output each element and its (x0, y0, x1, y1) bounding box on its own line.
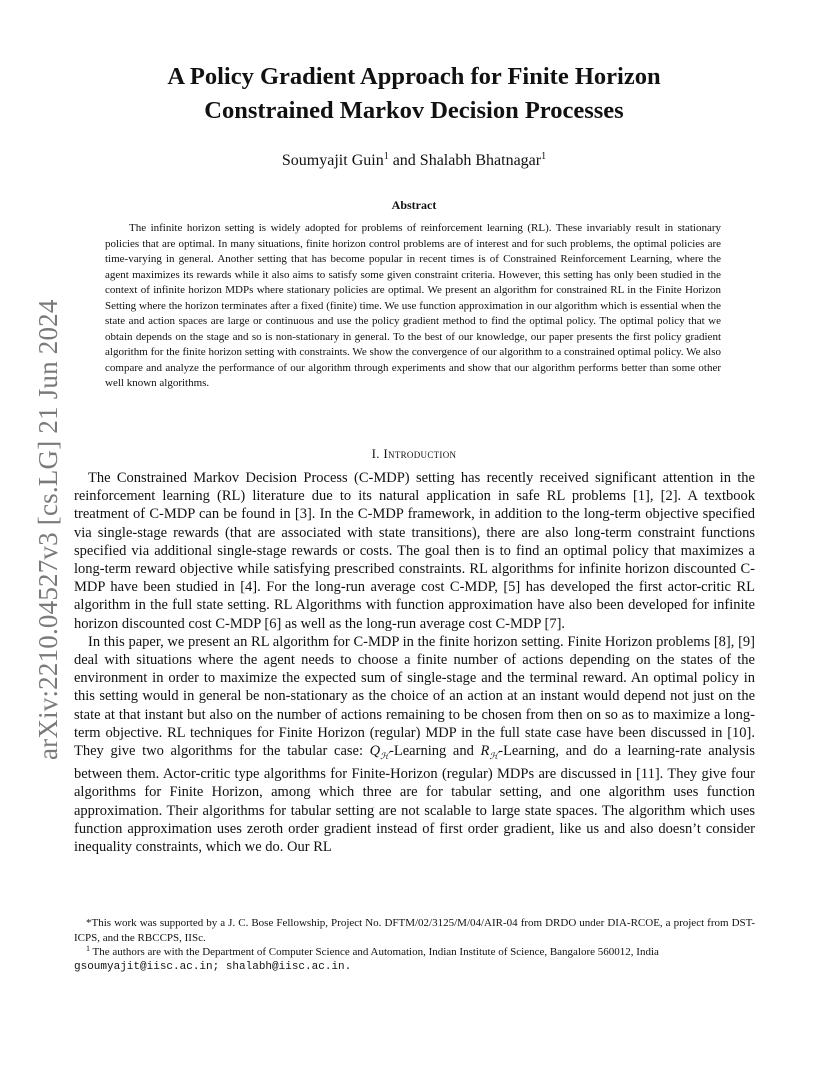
title-line-2: Constrained Markov Decision Processes (204, 97, 624, 124)
author-name: Soumyajit Guin (281, 152, 384, 169)
author-emails: gsoumyajit@iisc.ac.in; shalabh@iisc.ac.in. (74, 960, 352, 973)
footnote-text: The authors are with the Department of Computer Science and Automation, Indian Institute of Science, Bangalore 560012, India (90, 946, 659, 958)
math-letter: R (480, 743, 490, 760)
math-letter: Q (369, 743, 381, 760)
body-paragraph (74, 633, 755, 856)
math-symbol (480, 743, 498, 759)
paragraph-text: In this paper, we present an RL algorithm for C-MDP in the finite horizon setting. Finite Horizon problems [8], [9] deal with situations where the agent needs to choose a finite number of actions depending on the states of the environment in order to maximize the expected sum of single-stage and the terminal reward. An optimal policy in this setting would in general be non-stationary as the choice of an action at an instant would depend not just on the state at that instant but also on the number of actions remaining to be chosen from then on so as to maximize a long-term objective. RL techniques for Finite Horizon (regular) MDP in the full state case have been discussed in [10]. They give two algorithms for the tabular case: (74, 633, 755, 760)
math-subscript: ℋ (489, 750, 499, 761)
math-subscript: ℋ (380, 750, 390, 761)
affiliation-mark: 1 (383, 151, 389, 162)
abstract-heading: Abstract (391, 198, 437, 212)
footnote-affiliation (74, 945, 755, 960)
body-text (74, 469, 755, 856)
math-symbol (370, 743, 389, 759)
author-list (72, 150, 756, 172)
section-title: Introduction (383, 446, 457, 461)
footnotes (74, 916, 755, 974)
section-number: I. (371, 446, 380, 461)
author-joiner: and (388, 152, 420, 169)
paper-title (72, 60, 756, 128)
footnote-mark: 1 (86, 944, 90, 953)
affiliation-mark: 1 (541, 151, 547, 162)
title-line-1: A Policy Gradient Approach for Finite Horizon (167, 63, 661, 90)
paragraph-text: -Learning and (389, 743, 481, 760)
paragraph-text: -Learning, and do a learning-rate analysis between them. Actor-critic type algorithms for Finite-Horizon (regular) MDPs are discussed in [11]. They give four algorithms for Finite Horizon, among which three are for tabular setting, and one algorithm uses function approximation. Their algorithms for tabular setting are not scalable to large state spaces. The algorithm which uses function approximation uses zeroth order gradient instead of first order gradient, like us and also doesn’t consider inequality constraints, which we do. Our RL (74, 743, 755, 855)
arxiv-identifier: arXiv:2210.04527v3 [cs.LG] 21 Jun 2024 (33, 299, 63, 760)
author-name: Shalabh Bhatnagar (419, 152, 542, 169)
footnote-funding: *This work was supported by a J. C. Bose Fellowship, Project No. DFTM/02/3125/M/04/AIR-04 from DRDO under DIA-RCOE, a project from DST-ICPS, and the RBCCPS, IISc. (74, 917, 755, 944)
body-paragraph: The Constrained Markov Decision Process (C-MDP) setting has recently received significant attention in the reinforcement learning (RL) literature due to its natural application in safe RL problems [1], [2]. A textbook treatment of C-MDP can be found in [3]. In the C-MDP framework, in addition to the long-term objective specified via single-stage rewards (that are associated with state transitions), there are also long-term constraint functions specified via additional single-stage rewards or costs. The goal then is to find an optimal policy that maximizes a long-term reward objective while satisfying prescribed constraints. RL algorithms for infinite horizon discounted C-MDP have been studied in [4]. For the long-run average cost C-MDP, [5] has developed the first actor-critic RL algorithm in the full state setting. RL Algorithms with function approximation have also been developed for infinite horizon discounted cost C-MDP [6] as well as the long-run average cost C-MDP [7]. (74, 470, 755, 632)
abstract-text: The infinite horizon setting is widely adopted for problems of reinforcement learning (RL). These invariably result in stationary policies that are optimal. In many situations, finite horizon control problems are of interest and for such problems, the optimal policies are time-varying in general. Another setting that has become popular in recent times is of Constrained Reinforcement Learning, where the agent maximizes its rewards while it also aims to satisfy some given constraint criteria. However, this setting has only been studied in the context of infinite horizon MDPs where stationary policies are optimal. We present an algorithm for constrained RL in the Finite Horizon Setting where the horizon terminates after a fixed (finite) time. We use function approximation in our algorithm which is essential when the state and action spaces are large or continuous and use the policy gradient method to find the optimal policy. The optimal policy that we obtain depends on the stage and so is non-stationary in general. To the best of our knowledge, our paper presents the first policy gradient algorithm for the finite horizon setting with constraints. We show the convergence of our algorithm to a constrained optimal policy. We also compare and analyze the performance of our algorithm through experiments and show that our algorithm performs better than some other well known algorithms. (105, 222, 721, 389)
section-heading (72, 445, 756, 463)
